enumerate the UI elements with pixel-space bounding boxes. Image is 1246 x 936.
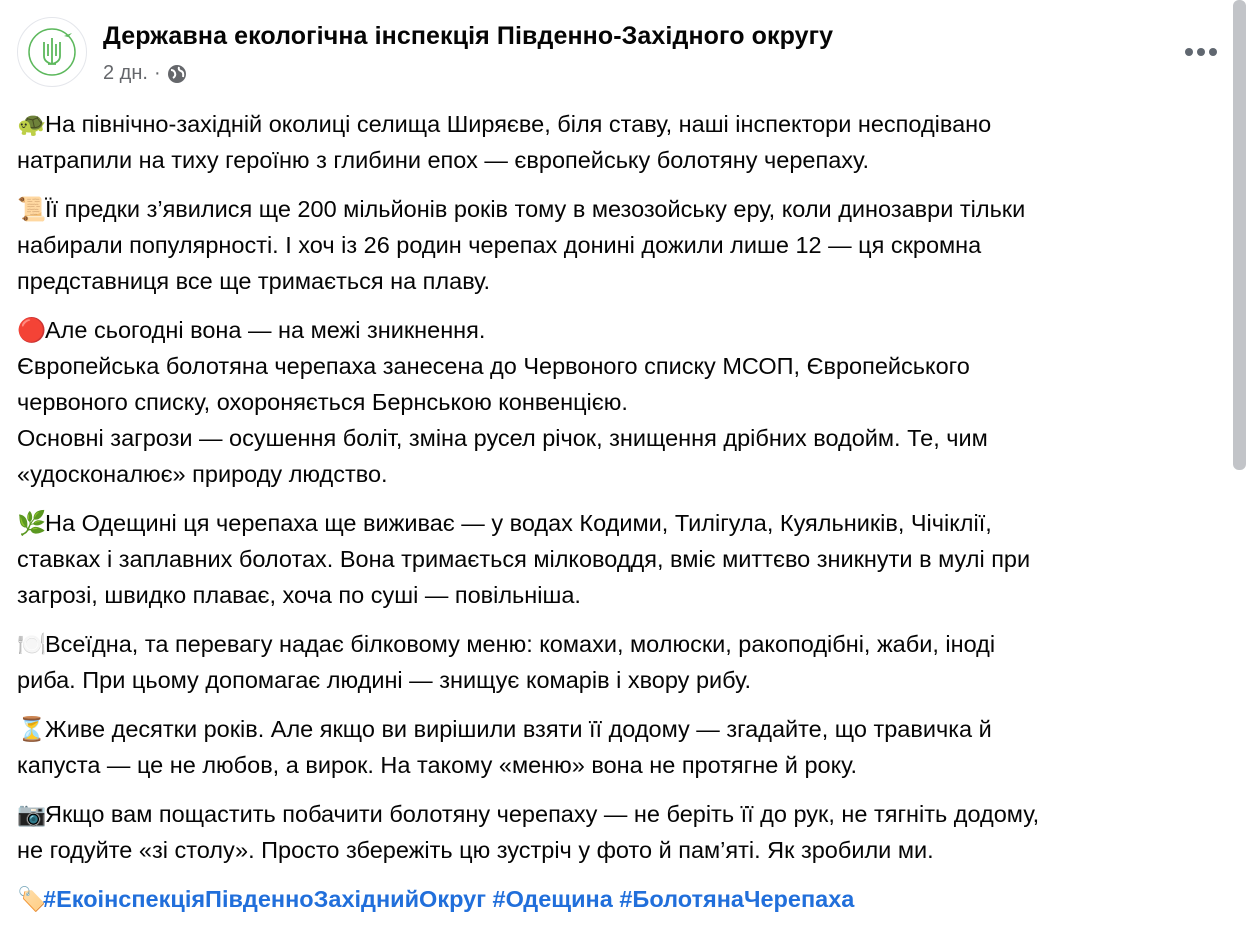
paragraph-line: риба. При цьому допомагає людині — знищує комарів і хвору рибу.: [17, 667, 752, 693]
page-avatar[interactable]: [17, 17, 87, 87]
paragraph-line: не годуйте «зі столу». Просто збережіть цю зустріч у фото й пам’яті. Як зробили ми.: [17, 837, 934, 863]
hashtags: [17, 881, 1229, 917]
post-body: [17, 106, 1229, 930]
hashtag-link[interactable]: #БолотянаЧерепаха: [619, 886, 855, 912]
paragraph-line: Європейська болотяна черепаха занесена до Червоного списку МСОП, Європейського: [17, 353, 970, 379]
paragraph-line: «удосконалює» природу людство.: [17, 461, 388, 487]
paragraph-emoji-icon: 🍽️: [17, 631, 47, 657]
paragraph-line: загрозі, швидко плаває, хоча по суші — повільніша.: [17, 582, 581, 608]
paragraph-emoji-icon: 🐢: [17, 111, 47, 137]
paragraph-line: натрапили на тиху героїню з глибини епох — європейську болотяну черепаху.: [17, 147, 869, 173]
hashtag-link[interactable]: #Одещина: [492, 886, 613, 912]
author-name[interactable]: Державна екологічна інспекція Південно-Західного округу: [103, 22, 834, 50]
tag-emoji-icon: 🏷️: [17, 886, 47, 912]
paragraph-line: Якщо вам пощастить побачити болотяну черепаху — не беріть її до рук, не тягніть додому,: [45, 801, 1040, 827]
paragraph-line: Живе десятки років. Але якщо ви вирішили взяти її додому — згадайте, що травичка й: [45, 716, 992, 742]
paragraph-line: Основні загрози — осушення боліт, зміна русел річок, знищення дрібних водойм. Те, чим: [17, 425, 988, 451]
post-paragraph: [17, 626, 1229, 698]
paragraph-emoji-icon: 📜: [17, 196, 47, 222]
paragraph-emoji-icon: 📷: [17, 801, 47, 827]
paragraph-line: представниця все ще тримається на плаву.: [17, 268, 491, 294]
post-paragraph: [17, 796, 1229, 868]
paragraph-line: червоного списку, охороняється Бернською конвенцією.: [17, 389, 628, 415]
post-paragraph: [17, 711, 1229, 783]
paragraph-line: Але сьогодні вона — на межі зникнення.: [45, 317, 486, 343]
post-paragraph: [17, 505, 1229, 613]
paragraph-line: Всеїдна, та перевагу надає білковому меню: комахи, молюски, ракоподібні, жаби, іноді: [45, 631, 996, 657]
paragraph-line: ставках і заплавних болотах. Вона тримається мілководдя, вміє миттєво зникнути в мулі при: [17, 546, 1031, 572]
paragraph-emoji-icon: ⏳: [17, 716, 47, 742]
trident-logo-icon: [26, 26, 78, 78]
meta-separator: ·: [153, 62, 161, 84]
paragraph-line: На Одещині ця черепаха ще виживає — у водах Кодими, Тилігула, Куяльників, Чічіклії,: [45, 510, 992, 536]
hashtag-link[interactable]: #ЕкоінспекціяПівденноЗахіднийОкруг: [43, 886, 486, 912]
paragraph-emoji-icon: 🔴: [17, 317, 47, 343]
globe-icon: [167, 64, 187, 84]
more-options-button[interactable]: [1183, 40, 1219, 64]
paragraph-line: капуста — це не любов, а вирок. На такому «меню» вона не протягне й року.: [17, 752, 858, 778]
post-paragraph: [17, 106, 1229, 178]
paragraph-line: На північно-західній околиці селища Ширяєве, біля ставу, наші інспектори несподівано: [45, 111, 992, 137]
post-paragraph: [17, 312, 1229, 492]
post-paragraph: [17, 191, 1229, 299]
post-meta: [103, 62, 187, 85]
paragraph-emoji-icon: 🌿: [17, 510, 47, 536]
paragraph-line: Її предки з’явилися ще 200 мільйонів років тому в мезозойську еру, коли динозаври тільки: [45, 196, 1026, 222]
post-time[interactable]: 2 дн.: [103, 62, 148, 84]
paragraph-line: набирали популярності. І хоч із 26 родин черепах донині дожили лише 12 — ця скромна: [17, 232, 982, 258]
scrollbar[interactable]: [1233, 0, 1246, 470]
